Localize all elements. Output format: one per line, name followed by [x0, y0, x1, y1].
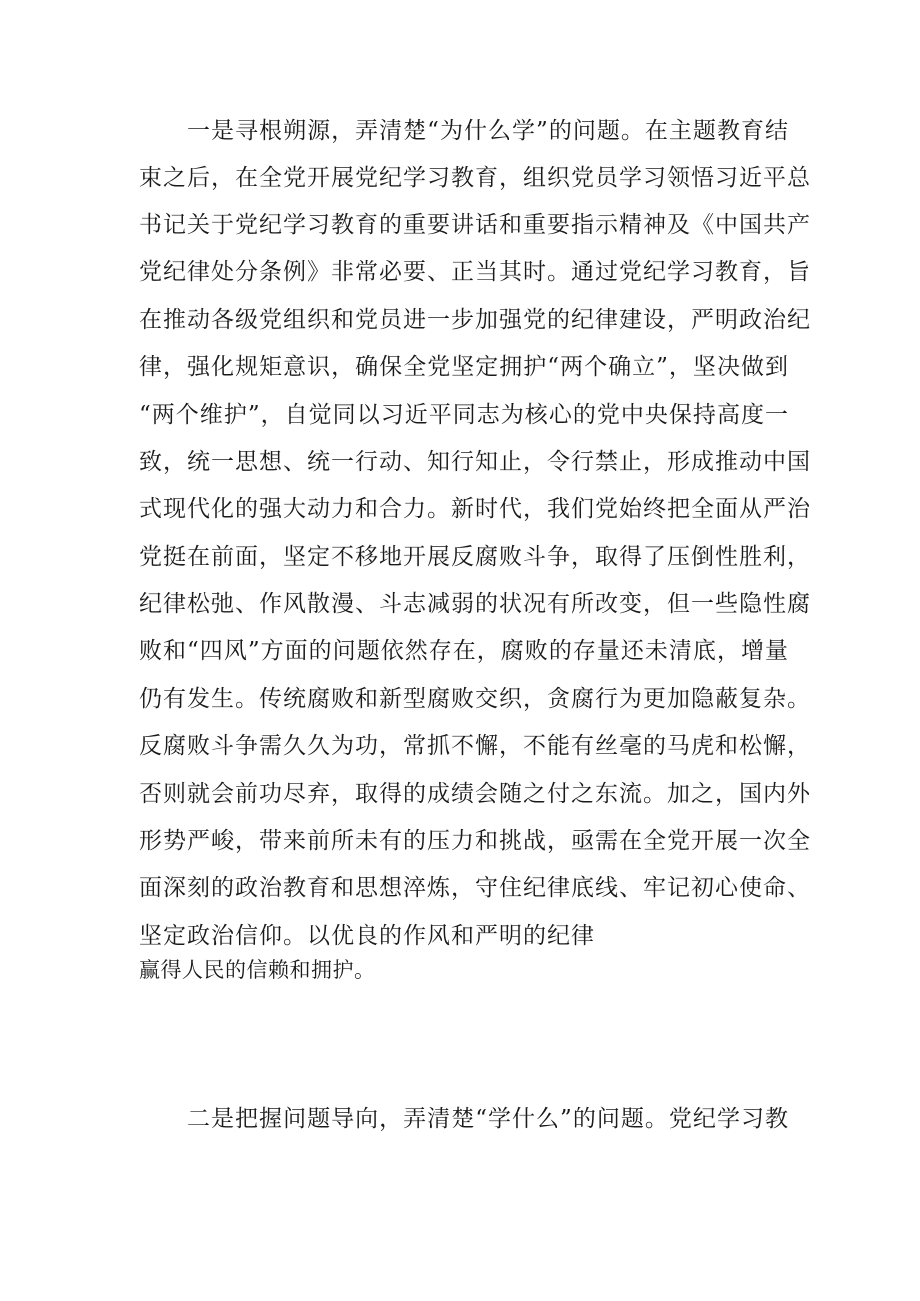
paragraph-1-line-14: 反腐败斗争需久久为功，常抓不懈，不能有丝毫的马虎和松懈， — [139, 733, 811, 759]
paragraph-1-line-9: 式现代化的强大动力和合力。新时代，我们党始终把全面从严治 — [139, 496, 811, 522]
paragraph-1-line-10: 党挺在前面，坚定不移地开展反腐败斗争，取得了压倒性胜利， — [139, 544, 811, 570]
paragraph-2-line-1: 二是把握问题导向，弄清楚“学什么”的问题。党纪学习教 — [187, 1106, 789, 1132]
paragraph-1-line-18: 坚定政治信仰。以优良的作风和严明的纪律 — [139, 923, 595, 949]
paragraph-1-line-13: 仍有发生。传统腐败和新型腐败交织，贪腐行为更加隐蔽复杂。 — [139, 686, 811, 712]
paragraph-1-line-4: 党纪律处分条例》非常必要、正当其时。通过党纪学习教育，旨 — [139, 259, 811, 285]
paragraph-1-line-7: “两个维护”，自觉同以习近平同志为核心的党中央保持高度一 — [139, 402, 789, 428]
paragraph-1-line-15: 否则就会前功尽弃，取得的成绩会随之付之东流。加之，国内外 — [139, 781, 811, 807]
paragraph-1-line-16: 形势严峻，带来前所未有的压力和挑战，亟需在全党开展一次全 — [139, 828, 811, 854]
paragraph-1-line-11: 纪律松弛、作风散漫、斗志减弱的状况有所改变，但一些隐性腐 — [139, 591, 811, 617]
paragraph-1-line-3: 书记关于党纪学习教育的重要讲话和重要指示精神及《中国共产 — [139, 212, 811, 238]
paragraph-1-line-12: 败和“四风”方面的问题依然存在，腐败的存量还未清底，增量 — [139, 638, 789, 664]
paragraph-1-tail: 赢得人民的信赖和拥护。 — [139, 958, 376, 982]
paragraph-1-line-17: 面深刻的政治教育和思想淬炼，守住纪律底线、牢记初心使命、 — [139, 875, 811, 901]
paragraph-1-line-2: 束之后，在全党开展党纪学习教育，组织党员学习领悟习近平总 — [139, 165, 811, 191]
paragraph-1-line-6: 律，强化规矩意识，确保全党坚定拥护“两个确立”，坚决做到 — [139, 354, 789, 380]
paragraph-1-line-1: 一是寻根朔源，弄清楚“为什么学”的问题。在主题教育结 — [187, 118, 789, 144]
paragraph-1-line-8: 致，统一思想、统一行动、知行知止，令行禁止，形成推动中国 — [139, 449, 811, 475]
paragraph-1-line-5: 在推动各级党组织和党员进一步加强党的纪律建设，严明政治纪 — [139, 307, 811, 333]
